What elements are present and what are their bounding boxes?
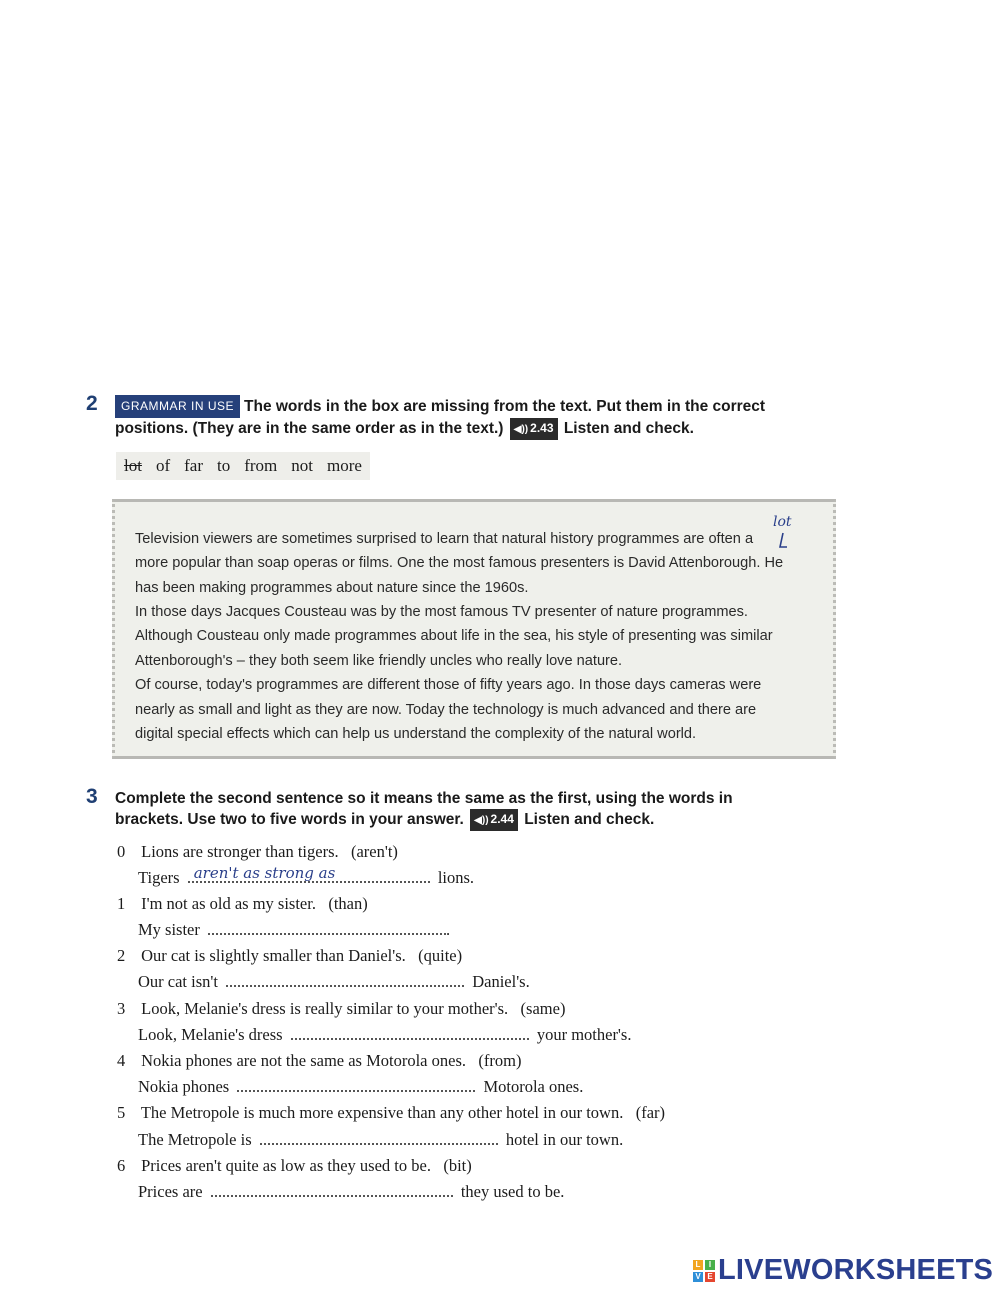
- answer-field[interactable]: [237, 1078, 475, 1092]
- item-prefix: The Metropole is: [138, 1130, 252, 1149]
- word-box-item[interactable]: more: [327, 456, 362, 475]
- answer-field[interactable]: [211, 1183, 453, 1197]
- audio-track-badge[interactable]: [510, 418, 558, 440]
- item-suffix: .: [446, 920, 451, 939]
- logo-grid-icon: [693, 1260, 715, 1282]
- word-box-item[interactable]: lot: [124, 456, 142, 475]
- item-number: 1: [117, 894, 126, 913]
- listen-and-check-label: Listen and check.: [563, 420, 694, 437]
- logo-tile: V: [693, 1272, 703, 1282]
- logo-tile: I: [705, 1260, 715, 1270]
- exercise-item-answer-line: [138, 1025, 631, 1045]
- grammar-in-use-tag: GRAMMAR IN USE: [115, 395, 240, 418]
- item-cue: (bit): [443, 1156, 472, 1175]
- text-line: digital special effects which can help us understand the complexity of the natural world.: [135, 726, 697, 742]
- item-prefix: Prices are: [138, 1182, 203, 1201]
- exercise-item-answer-line: [138, 1182, 564, 1202]
- item-cue: (aren't): [350, 842, 398, 861]
- exercise-3-instruction-line-1: Complete the second sentence so it means the same as the first, using the words in: [115, 790, 733, 807]
- item-cue: (than): [328, 894, 368, 913]
- listen-and-check-label: Listen and check.: [524, 811, 655, 828]
- answer-field[interactable]: [260, 1131, 498, 1145]
- exercise-item-answer-line: [138, 920, 450, 940]
- exercise-3-number: 3: [86, 785, 98, 808]
- word-box: [116, 452, 370, 480]
- word-box-item[interactable]: from: [244, 456, 278, 475]
- exercise-2-number: 2: [86, 392, 98, 415]
- answer-field[interactable]: [291, 1026, 529, 1040]
- exercise-2-instruction-line-2: positions. (They are in the same order as in the text.): [115, 420, 504, 437]
- text-line: more popular than soap operas or films. One the most famous presenters is David Attenborough. He: [135, 555, 784, 571]
- text-line: Of course, today's programmes are different those of fifty years ago. In those days cameras were: [135, 677, 762, 693]
- exercise-item-answer-line: [138, 1077, 583, 1097]
- item-prefix: Tigers: [138, 868, 180, 887]
- item-suffix: they used to be.: [460, 1182, 565, 1201]
- word-box-item[interactable]: far: [184, 456, 203, 475]
- item-sentence: The Metropole is much more expensive than any other hotel in our town.: [140, 1103, 624, 1122]
- speaker-icon: ◀)): [513, 424, 529, 435]
- item-prefix: Look, Melanie's dress: [138, 1025, 283, 1044]
- item-cue: (same): [520, 999, 566, 1018]
- audio-track-number: 2.44: [490, 812, 514, 826]
- item-number: 6: [117, 1156, 126, 1175]
- exercise-item-sentence: [117, 1051, 521, 1071]
- exercise-item-sentence: [117, 946, 462, 966]
- logo-tile: E: [705, 1272, 715, 1282]
- text-line: has been making programmes about nature since the 1960s.: [135, 580, 529, 596]
- exercise-item-sentence: [117, 999, 565, 1019]
- exercise-2-instruction-line-1: The words in the box are missing from the text. Put them in the correct: [244, 398, 766, 415]
- word-box-item[interactable]: to: [217, 456, 231, 475]
- liveworksheets-logo[interactable]: [693, 1254, 993, 1287]
- exercise-item-answer-line: [138, 1130, 623, 1150]
- reading-text-panel: [112, 499, 836, 759]
- exercise-3-instruction-line-2: brackets. Use two to five words in your answer.: [115, 811, 464, 828]
- exercise-item-sentence: [117, 842, 398, 862]
- text-line: In those days Jacques Cousteau was by the most famous TV presenter of nature programmes.: [135, 604, 748, 620]
- exercise-item-answer-line: [138, 864, 475, 888]
- item-suffix: your mother's.: [536, 1025, 632, 1044]
- logo-tile: L: [693, 1260, 703, 1270]
- exercise-item-sentence: [117, 894, 368, 914]
- word-box-item[interactable]: not: [291, 456, 314, 475]
- item-sentence: I'm not as old as my sister.: [141, 894, 316, 913]
- item-number: 2: [117, 946, 126, 965]
- item-cue: (far): [635, 1103, 666, 1122]
- exercise-3-instruction: [115, 788, 835, 831]
- item-sentence: Nokia phones are not the same as Motorola ones.: [141, 1051, 467, 1070]
- item-suffix: Daniel's.: [472, 972, 530, 991]
- item-prefix: My sister: [138, 920, 200, 939]
- item-number: 4: [117, 1051, 126, 1070]
- audio-track-badge[interactable]: [470, 809, 518, 831]
- item-suffix: lions.: [437, 868, 475, 887]
- item-suffix: hotel in our town.: [505, 1130, 624, 1149]
- item-sentence: Lions are stronger than tigers.: [141, 842, 339, 861]
- answer-field[interactable]: [226, 973, 464, 987]
- item-cue: (quite): [418, 946, 463, 965]
- item-cue: (from): [478, 1051, 522, 1070]
- item-number: 0: [117, 842, 126, 861]
- handwritten-insertion: lot: [773, 514, 792, 530]
- item-sentence: Prices aren't quite as low as they used to be.: [141, 1156, 431, 1175]
- text-line: Although Cousteau only made programmes about life in the sea, his style of presenting was similar: [135, 628, 773, 644]
- answer-field[interactable]: [208, 921, 446, 935]
- answer-field[interactable]: [188, 864, 430, 883]
- exercise-item-answer-line: [138, 972, 530, 992]
- handwritten-answer: aren't as strong as: [193, 864, 336, 882]
- text-line: Attenborough's – they both seem like friendly uncles who really love nature.: [135, 653, 623, 669]
- exercise-item-sentence: [117, 1156, 472, 1176]
- text-line: Television viewers are sometimes surprised to learn that natural history programmes are often a: [135, 531, 754, 547]
- audio-track-number: 2.43: [530, 421, 554, 435]
- item-sentence: Our cat is slightly smaller than Daniel's.: [141, 946, 406, 965]
- caret-mark-icon: [775, 532, 791, 552]
- text-line: nearly as small and light as they are now. Today the technology is much advanced and there are: [135, 702, 757, 718]
- exercise-2-instruction: [115, 395, 835, 440]
- item-suffix: Motorola ones.: [483, 1077, 584, 1096]
- logo-text: LIVEWORKSHEETS: [718, 1254, 994, 1286]
- item-number: 3: [117, 999, 126, 1018]
- item-number: 5: [117, 1103, 126, 1122]
- item-prefix: Our cat isn't: [138, 972, 218, 991]
- item-sentence: Look, Melanie's dress is really similar to your mother's.: [141, 999, 509, 1018]
- speaker-icon: ◀)): [474, 815, 489, 826]
- item-prefix: Nokia phones: [138, 1077, 230, 1096]
- word-box-item[interactable]: of: [155, 456, 171, 475]
- exercise-item-sentence: [117, 1103, 665, 1123]
